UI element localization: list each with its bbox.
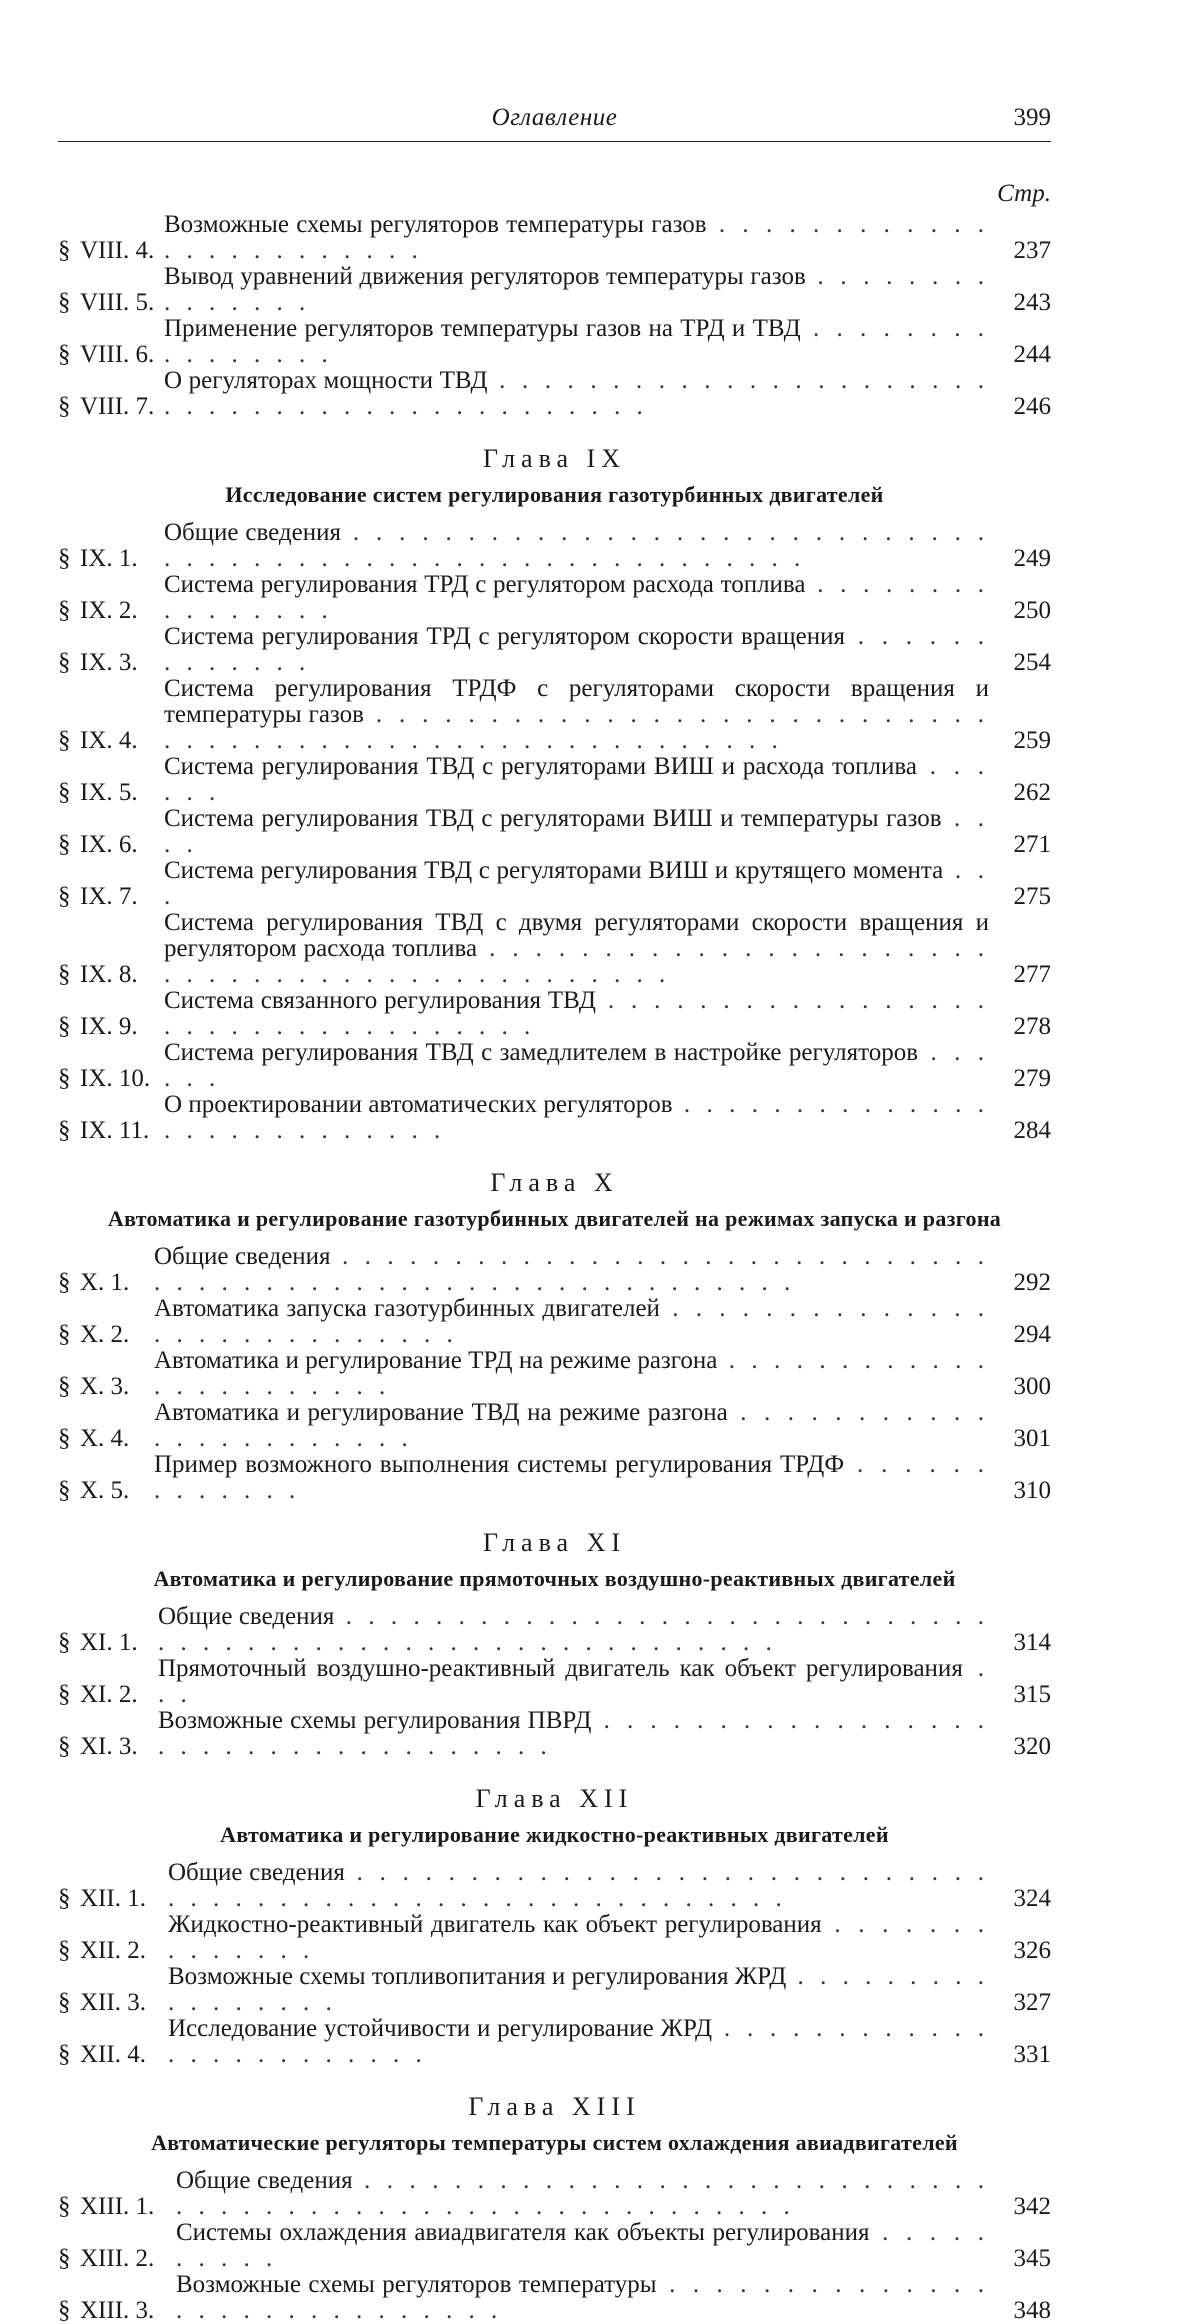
entry-body [154, 1452, 989, 1504]
section-sign: § [58, 1885, 71, 1912]
entry-title: Общие сведения [158, 1603, 335, 1630]
toc-entry[interactable] [58, 264, 1051, 316]
entry-body [176, 2220, 989, 2272]
entry-body [158, 1604, 989, 1656]
dot-leader: . . . . . . . . . . . . . [164, 623, 990, 676]
entry-page: 275 [1013, 883, 1051, 910]
entry-page: 326 [1013, 1937, 1051, 1964]
running-head [58, 100, 1051, 140]
dot-leader: . . . . . . . . . . . . . . . . . . . . . . . . . . . . . . . . . . . . . . . . . . . . . . . . . . . . . . . . [168, 1859, 990, 1912]
section-number: IX. 5. [80, 779, 138, 806]
section-marker [58, 1426, 154, 1452]
toc-entry[interactable] [58, 316, 1051, 368]
chapter-title: Исследование систем регулирования газотурбинных двигателей [225, 482, 884, 507]
section-sign: § [58, 2297, 71, 2324]
section-marker [58, 1630, 158, 1656]
chapter-heading [58, 1782, 1051, 1848]
entry-title: Вывод уравнений движения регуляторов температуры газов [164, 263, 806, 290]
section-marker [58, 1734, 158, 1760]
entry-body [168, 1912, 989, 1964]
section-number: X. 1. [80, 1269, 130, 1296]
dot-leader: . . . . . . [164, 753, 989, 806]
toc-entry[interactable] [58, 2272, 1051, 2324]
chapter-section [58, 1782, 1051, 2068]
section-sign: § [58, 831, 71, 858]
dot-leader: . . . . . . . . . . . . . . . . . . . . . . . . . . . . . . . . . . . . . . . . . . . . . . . . . . . . . . . . [176, 2167, 990, 2220]
section-sign: § [58, 545, 71, 572]
section-number: X. 4. [80, 1425, 130, 1452]
entry-title: Прямоточный воздушно-реактивный двигатель как объект регулирования [158, 1655, 963, 1682]
entry-body [176, 2272, 989, 2324]
entry-title: Автоматика и регулирование ТРД на режиме разгона [154, 1347, 718, 1374]
section-sign: § [58, 1013, 71, 1040]
entry-body [154, 1400, 989, 1452]
entry-title: Система регулирования ТВД с регуляторами ВИШ и температуры газов [164, 805, 942, 832]
section-sign: § [58, 597, 71, 624]
section-sign: § [58, 1629, 71, 1656]
section-sign: § [58, 1477, 71, 1504]
entry-page: 271 [1013, 831, 1051, 858]
entry-body [164, 624, 989, 676]
dot-leader: . . . . . . . . . . [176, 2219, 989, 2272]
entry-body [164, 1040, 989, 1092]
chapter-section [58, 2090, 1051, 2324]
section-number: VIII. 6. [80, 341, 155, 368]
entry-body [154, 1296, 989, 1348]
entry-body [164, 368, 989, 420]
entry-title: О проектировании автоматических регуляторов [164, 1091, 673, 1118]
entry-title: Система связанного регулирования ТВД [164, 987, 596, 1014]
entry-page: 292 [1013, 1269, 1051, 1296]
dot-leader: . . . . . . . . . . . . . . . . . . . . . . . . . . . . . . . . . . . . . . . . . . . . . . . . . . . . . . . . . [158, 1603, 990, 1656]
entry-title: Общие сведения [154, 1243, 331, 1270]
dot-leader: . . . . . . . . . . . . . [154, 1451, 989, 1504]
toc-entry[interactable] [58, 1452, 1051, 1504]
section-number: X. 3. [80, 1373, 130, 1400]
toc-entry[interactable] [58, 2168, 1051, 2220]
entry-title: Возможные схемы регулирования ПВРД [158, 1707, 592, 1734]
entry-page: 315 [1013, 1681, 1051, 1708]
section-number: XI. 2. [80, 1681, 138, 1708]
section-marker [58, 2194, 176, 2220]
section-marker [58, 962, 164, 988]
entry-title: Система регулирования ТРД с регулятором расхода топлива [164, 571, 806, 598]
entry-title: Возможные схемы регуляторов температуры [176, 2271, 657, 2298]
entry-title: Пример возможного выполнения системы регулирования ТРДФ [154, 1451, 845, 1478]
section-number: IX. 8. [80, 961, 138, 988]
section-number: IX. 2. [80, 597, 138, 624]
entry-page: 254 [1013, 649, 1051, 676]
entry-body [154, 1244, 989, 1296]
chapter-section [58, 1526, 1051, 1760]
header-rule [58, 141, 1051, 142]
section-sign: § [58, 1269, 71, 1296]
dot-leader: . . . . . . . . . . . . . . . . . . . . . . . . . . . . [154, 1295, 990, 1348]
section-number: XIII. 1. [80, 2193, 155, 2220]
chapter-label: Глава XI [483, 1528, 626, 1557]
section-sign: § [58, 727, 71, 754]
entry-title: Применение регуляторов температуры газов на ТРД и ТВД [164, 315, 801, 342]
entry-body [164, 910, 989, 988]
chapter-heading [58, 1526, 1051, 1592]
entry-page: 284 [1013, 1117, 1051, 1144]
section-sign: § [58, 237, 71, 264]
toc-entry[interactable] [58, 1296, 1051, 1348]
toc-entry[interactable] [58, 988, 1051, 1040]
dot-leader: . . . . . . . . . . . . . . . . . . . . . . . [154, 1399, 990, 1452]
toc-entry[interactable] [58, 1912, 1051, 1964]
entry-page: 342 [1013, 2193, 1051, 2220]
entry-page: 331 [1013, 2041, 1051, 2068]
entry-title: Системы охлаждения авиадвигателя как объекты регулирования [176, 2219, 870, 2246]
section-sign: § [58, 1733, 71, 1760]
dot-leader: . . . . . . . . . . . . . . . . . . . . . . . . . . . [164, 1091, 989, 1144]
dot-leader: . . . . [164, 805, 990, 858]
section-marker [58, 1886, 168, 1912]
table-of-contents [58, 176, 1051, 2324]
toc-entry[interactable] [58, 1244, 1051, 1296]
section-sign: § [58, 1065, 71, 1092]
toc-entry[interactable] [58, 1400, 1051, 1452]
entry-title: Автоматика и регулирование ТВД на режиме разгона [154, 1399, 728, 1426]
section-sign: § [58, 341, 71, 368]
entry-page: 348 [1013, 2297, 1051, 2324]
running-head-title: Оглавление [491, 104, 618, 131]
entry-page: 249 [1013, 545, 1051, 572]
section-sign: § [58, 289, 71, 316]
entry-body [164, 754, 989, 806]
dot-leader: . . . . . . . . . . . . . . . . . . . . . . . . [168, 2015, 990, 2068]
section-sign: § [58, 1425, 71, 1452]
entry-title: Возможные схемы топливопитания и регулирования ЖРД [168, 1963, 787, 1990]
section-number: XIII. 2. [80, 2245, 155, 2272]
dot-leader: . . . . . . . . . . . . . . . . . . . . . . . . . . . . . [176, 2271, 990, 2324]
chapter-section [58, 1166, 1051, 1504]
section-sign: § [58, 1321, 71, 1348]
dot-leader: . . . . . . . . . . . . . . . . . . . . . . . . . . . . . . . . . . . . . . . . . . . . . [164, 935, 989, 988]
entry-title: Автоматика запуска газотурбинных двигателей [154, 1295, 660, 1322]
section-sign: § [58, 2193, 71, 2220]
section-marker [58, 832, 164, 858]
toc-entry[interactable] [58, 676, 1051, 754]
toc-entry[interactable] [58, 520, 1051, 572]
section-number: IX. 11. [80, 1117, 150, 1144]
section-sign: § [58, 1989, 71, 2016]
entry-body [164, 212, 989, 264]
entry-title: Система регулирования ТРД с регулятором скорости вращения [164, 623, 845, 650]
dot-leader: . . . . . . . . . . . . . . . . [164, 315, 989, 368]
entry-page: 279 [1013, 1065, 1051, 1092]
entry-body [168, 1964, 989, 2016]
section-number: VIII. 7. [80, 393, 155, 420]
toc-entry[interactable] [58, 1092, 1051, 1144]
entry-body [158, 1656, 989, 1708]
entry-page: 244 [1013, 341, 1051, 368]
section-number: IX. 1. [80, 545, 138, 572]
toc-entry[interactable] [58, 1860, 1051, 1912]
dot-leader: . . . [164, 857, 990, 910]
section-marker [58, 1118, 164, 1144]
chapter-heading [58, 2090, 1051, 2156]
section-number: IX. 4. [80, 727, 138, 754]
entry-title: Система регулирования ТВД с регуляторами ВИШ и крутящего момента [164, 857, 944, 884]
section-number: XII. 1. [80, 1885, 146, 1912]
section-sign: § [58, 1117, 71, 1144]
section-marker [58, 1478, 154, 1504]
entry-body [164, 264, 989, 316]
dot-leader: . . . . . . . . . . . . . . [168, 1911, 990, 1964]
entry-page: 277 [1013, 961, 1051, 988]
section-sign: § [58, 883, 71, 910]
section-sign: § [58, 779, 71, 806]
chapter-heading [58, 442, 1051, 508]
dot-leader: . . . . . . . . . . . . . . . . [164, 571, 989, 624]
dot-leader: . . . . . . . . . . . . . . . . . . . . . . . . [164, 211, 990, 264]
section-marker [58, 2298, 176, 2324]
chapter-label: Глава XIII [468, 2092, 641, 2121]
entry-page: 250 [1013, 597, 1051, 624]
toc-entry[interactable] [58, 1708, 1051, 1760]
toc-entry[interactable] [58, 368, 1051, 420]
page-number: 399 [1013, 104, 1051, 131]
section-number: IX. 3. [80, 649, 138, 676]
section-number: XII. 2. [80, 1937, 146, 1964]
section-sign: § [58, 2041, 71, 2068]
entry-page: 278 [1013, 1013, 1051, 1040]
entry-page: 310 [1013, 1477, 1051, 1504]
section-sign: § [58, 393, 71, 420]
dot-leader: . . . . . . . . . . . . . . . . . . . . . . . . . . . . . . . . . . . . . . . . . . . . . . . . . . . . . . . . . [164, 519, 990, 572]
chapter-heading [58, 1166, 1051, 1232]
section-marker [58, 1938, 168, 1964]
chapter-section [58, 212, 1051, 420]
section-number: XI. 1. [80, 1629, 138, 1656]
dot-leader: . . . . . . . . . . . . . . . . . . . . . . . . . . . . . . . . . . . . . . . . . . . . . . . . . . . . . . . [164, 701, 990, 754]
entry-page: 320 [1013, 1733, 1051, 1760]
entry-title: Система регулирования ТРДФ с регуляторами скорости вращения и температуры газов [164, 675, 989, 728]
section-sign: § [58, 1681, 71, 1708]
section-sign: § [58, 1937, 71, 1964]
toc-entry[interactable] [58, 2220, 1051, 2272]
section-marker [58, 1374, 154, 1400]
dot-leader: . . . . . . . . . . . . . . . [164, 263, 990, 316]
section-marker [58, 546, 164, 572]
entry-page: 345 [1013, 2245, 1051, 2272]
section-marker [58, 728, 164, 754]
entry-body [164, 858, 989, 910]
section-number: XII. 4. [80, 2041, 146, 2068]
section-sign: § [58, 649, 71, 676]
section-number: IX. 6. [80, 831, 138, 858]
entry-title: Исследование устойчивости и регулирование ЖРД [168, 2015, 713, 2042]
entry-page: 301 [1013, 1425, 1051, 1452]
entry-title: Система регулирования ТВД с регуляторами ВИШ и расхода топлива [164, 753, 917, 780]
toc-entry[interactable] [58, 858, 1051, 910]
chapter-label: Глава X [490, 1168, 619, 1197]
entry-body [164, 520, 989, 572]
section-number: IX. 9. [80, 1013, 138, 1040]
entry-title: Жидкостно-реактивный двигатель как объект регулирования [168, 1911, 822, 1938]
section-number: IX. 7. [80, 883, 138, 910]
chapter-title: Автоматика и регулирование жидкостно-реактивных двигателей [220, 1822, 889, 1847]
section-marker [58, 650, 164, 676]
entry-title: Система регулирования ТВД с двумя регуляторами скорости вращения и регулятором расхода топлива [164, 909, 989, 962]
entry-title: О регуляторах мощности ТВД [164, 367, 488, 394]
section-marker [58, 598, 164, 624]
section-number: IX. 10. [80, 1065, 151, 1092]
section-marker [58, 290, 164, 316]
toc-entry[interactable] [58, 572, 1051, 624]
entry-page: 300 [1013, 1373, 1051, 1400]
entry-page: 314 [1013, 1629, 1051, 1656]
toc-entry[interactable] [58, 806, 1051, 858]
dot-leader: . . . . . . . . . . . . . . . . . . . . . . . . . . . . . . . . . . . [158, 1707, 990, 1760]
section-marker [58, 1682, 158, 1708]
entry-page: 246 [1013, 393, 1051, 420]
entry-page: 324 [1013, 1885, 1051, 1912]
chapter-title: Автоматика и регулирование газотурбинных двигателей на режимах запуска и разгона [107, 1206, 1002, 1231]
dot-leader: . . . . . . . . . . . . . . . . . [168, 1963, 990, 2016]
chapter-section [58, 442, 1051, 1144]
entry-title: Система регулирования ТВД с замедлителем в настройке регуляторов [164, 1039, 919, 1066]
section-marker [58, 238, 164, 264]
entry-page: 259 [1013, 727, 1051, 754]
section-number: VIII. 5. [80, 289, 155, 316]
entry-body [158, 1708, 989, 1760]
entry-page: 237 [1013, 237, 1051, 264]
chapter-label: Глава XII [475, 1784, 634, 1813]
entry-body [176, 2168, 989, 2220]
section-number: X. 5. [80, 1477, 130, 1504]
entry-title: Общие сведения [164, 519, 341, 546]
toc-entry[interactable] [58, 1604, 1051, 1656]
toc-entry[interactable] [58, 2016, 1051, 2068]
section-marker [58, 342, 164, 368]
dot-leader: . . . . . . . . . . . . . . . . . . . . . . . . . . . . . . . . . . [164, 987, 990, 1040]
entry-body [164, 572, 989, 624]
section-marker [58, 2246, 176, 2272]
section-number: VIII. 4. [80, 237, 155, 264]
toc-entry[interactable] [58, 1964, 1051, 2016]
section-marker [58, 394, 164, 420]
section-number: X. 2. [80, 1321, 130, 1348]
toc-entry[interactable] [58, 910, 1051, 988]
entry-body [168, 2016, 989, 2068]
entry-body [164, 806, 989, 858]
section-marker [58, 780, 164, 806]
section-marker [58, 1066, 164, 1092]
entry-body [164, 316, 989, 368]
section-number: XI. 3. [80, 1733, 138, 1760]
toc-entry[interactable] [58, 212, 1051, 264]
section-marker [58, 1014, 164, 1040]
chapter-title: Автоматика и регулирование прямоточных воздушно-реактивных двигателей [153, 1566, 956, 1591]
entry-page: 262 [1013, 779, 1051, 806]
entry-body [164, 1092, 989, 1144]
dot-leader: . . . . . . . . . . . . . . . . . . . . . . . . . . . . . . . . . . . . . . . . . . . . [164, 367, 990, 420]
dot-leader: . . . . . . [164, 1039, 990, 1092]
toc-entry[interactable] [58, 624, 1051, 676]
dot-leader: . . . [158, 1655, 990, 1708]
toc-entry[interactable] [58, 1656, 1051, 1708]
section-sign: § [58, 961, 71, 988]
entry-title: Возможные схемы регуляторов температуры газов [164, 211, 707, 238]
entry-body [164, 676, 989, 754]
toc-entry[interactable] [58, 1348, 1051, 1400]
section-marker [58, 2042, 168, 2068]
entry-page: 327 [1013, 1989, 1051, 2016]
entry-title: Общие сведения [168, 1859, 345, 1886]
section-sign: § [58, 2245, 71, 2272]
entry-body [164, 988, 989, 1040]
section-number: XII. 3. [80, 1989, 146, 2016]
section-marker [58, 884, 164, 910]
page-column-label: Стр. [997, 180, 1051, 207]
chapter-label: Глава IX [483, 444, 626, 473]
section-marker [58, 1322, 154, 1348]
entry-body [168, 1860, 989, 1912]
entry-page: 243 [1013, 289, 1051, 316]
toc-entry[interactable] [58, 1040, 1051, 1092]
toc-entry[interactable] [58, 754, 1051, 806]
section-marker [58, 1270, 154, 1296]
entry-title: Общие сведения [176, 2167, 353, 2194]
dot-leader: . . . . . . . . . . . . . . . . . . . . . . . . . . . . . . . . . . . . . . . . . . . . . . . . . . . . . . . . . . [154, 1243, 990, 1296]
entry-body [154, 1348, 989, 1400]
chapter-title: Автоматические регуляторы температуры систем охлаждения авиадвигателей [151, 2130, 958, 2155]
dot-leader: . . . . . . . . . . . . . . . . . . . . . . . [154, 1347, 989, 1400]
section-sign: § [58, 1373, 71, 1400]
entry-page: 294 [1013, 1321, 1051, 1348]
section-marker [58, 1990, 168, 2016]
section-number: XIII. 3. [80, 2297, 155, 2324]
